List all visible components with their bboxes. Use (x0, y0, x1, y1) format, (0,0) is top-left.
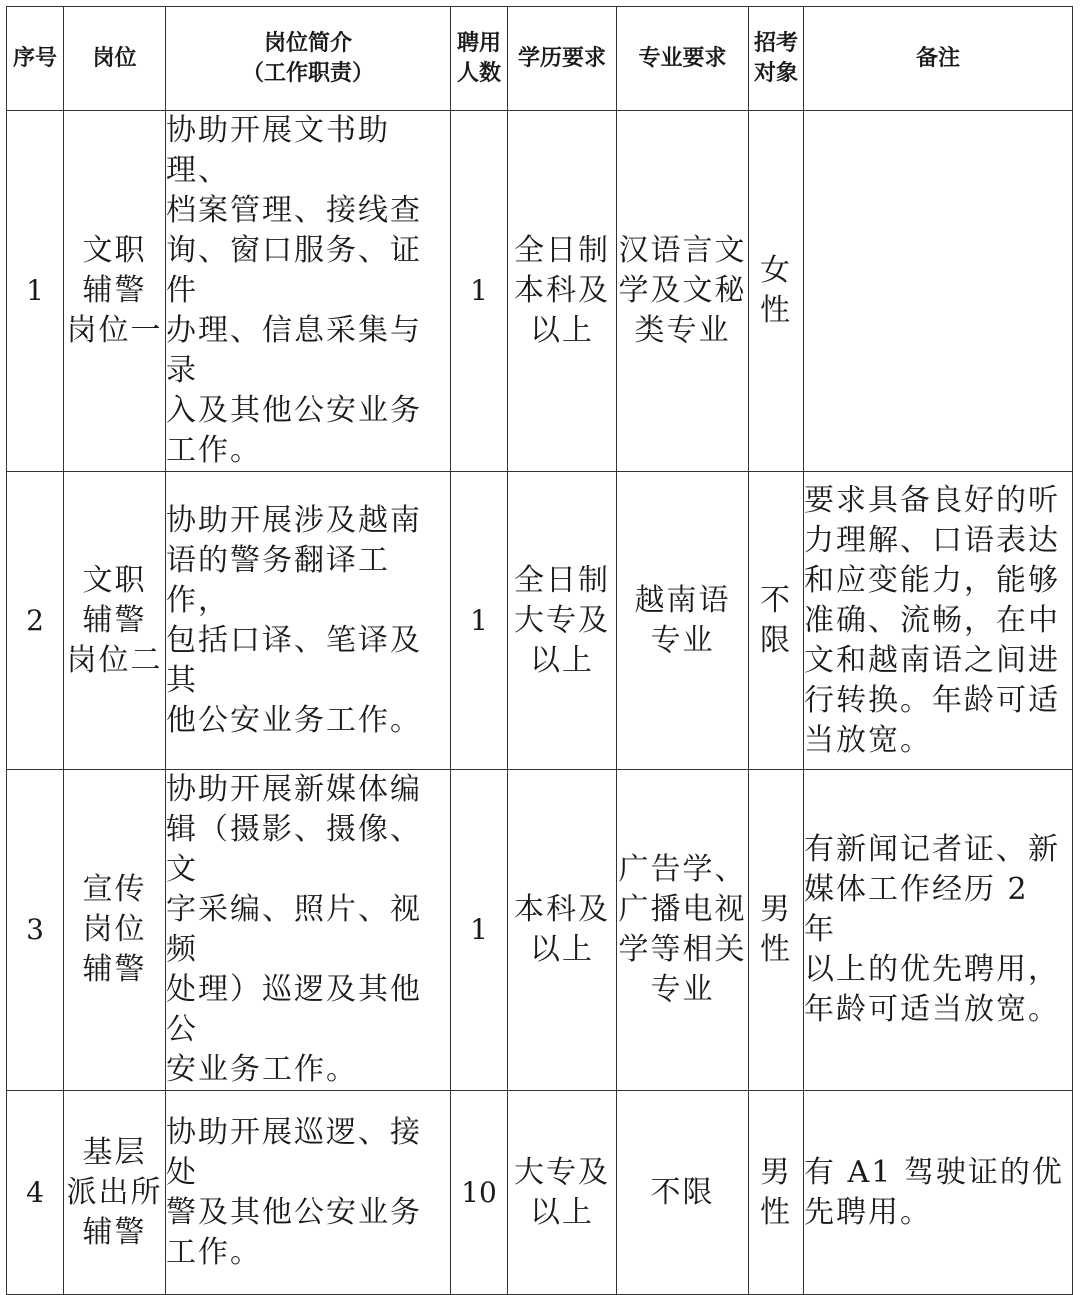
row-education: 全日制 本科及 以上 (508, 111, 617, 472)
header-notes: 备注 (804, 7, 1073, 111)
row-intro: 协助开展涉及越南 语的警务翻译工作， 包括口译、笔译及其 他公安业务工作。 (166, 472, 451, 770)
row-intro: 协助开展新媒体编 辑（摄影、摄像、文 字采编、照片、视频 处理）巡逻及其他公 安业务工作。 (166, 770, 451, 1091)
row-target: 女 性 (749, 111, 804, 472)
header-intro: 岗位简介 （工作职责） (166, 7, 451, 111)
row-notes: 有 A1 驾驶证的优 先聘用。 (804, 1091, 1073, 1295)
row-notes: 要求具备良好的听 力理解、口语表达 和应变能力，能够 准确、流畅，在中 文和越南语之间进 行转换。年龄可适 当放宽。 (804, 472, 1073, 770)
row-target: 男 性 (749, 770, 804, 1091)
row-major: 广告学、 广播电视 学等相关 专业 (617, 770, 749, 1091)
header-target: 招考 对象 (749, 7, 804, 111)
row-position: 文职 辅警 岗位一 (64, 111, 166, 472)
row-index: 4 (7, 1091, 64, 1295)
row-count: 1 (451, 472, 508, 770)
row-major: 不限 (617, 1091, 749, 1295)
row-index: 1 (7, 111, 64, 472)
row-position: 宣传 岗位 辅警 (64, 770, 166, 1091)
row-position: 文职 辅警 岗位二 (64, 472, 166, 770)
table-row (7, 472, 1073, 770)
row-major: 越南语 专业 (617, 472, 749, 770)
row-index: 3 (7, 770, 64, 1091)
row-notes: 有新闻记者证、新 媒体工作经历 2 年 以上的优先聘用， 年龄可适当放宽。 (804, 770, 1073, 1091)
row-education: 大专及 以上 (508, 1091, 617, 1295)
row-count: 10 (451, 1091, 508, 1295)
header-index: 序号 (7, 7, 64, 111)
row-intro: 协助开展巡逻、接处 警及其他公安业务 工作。 (166, 1091, 451, 1295)
row-notes (804, 111, 1073, 472)
recruitment-table (6, 6, 1073, 1295)
header-position: 岗位 (64, 7, 166, 111)
header-count: 聘用 人数 (451, 7, 508, 111)
header-row (7, 7, 1073, 111)
header-education: 学历要求 (508, 7, 617, 111)
header-major: 专业要求 (617, 7, 749, 111)
table-row (7, 1091, 1073, 1295)
row-education: 全日制 大专及 以上 (508, 472, 617, 770)
row-intro: 协助开展文书助理、 档案管理、接线查 询、窗口服务、证件 办理、信息采集与录 入及其他公安业务 工作。 (166, 111, 451, 472)
row-count: 1 (451, 111, 508, 472)
row-position: 基层 派出所 辅警 (64, 1091, 166, 1295)
table-row (7, 770, 1073, 1091)
row-index: 2 (7, 472, 64, 770)
row-target: 不 限 (749, 472, 804, 770)
row-education: 本科及 以上 (508, 770, 617, 1091)
row-major: 汉语言文 学及文秘 类专业 (617, 111, 749, 472)
table-row (7, 111, 1073, 472)
row-target: 男 性 (749, 1091, 804, 1295)
row-count: 1 (451, 770, 508, 1091)
